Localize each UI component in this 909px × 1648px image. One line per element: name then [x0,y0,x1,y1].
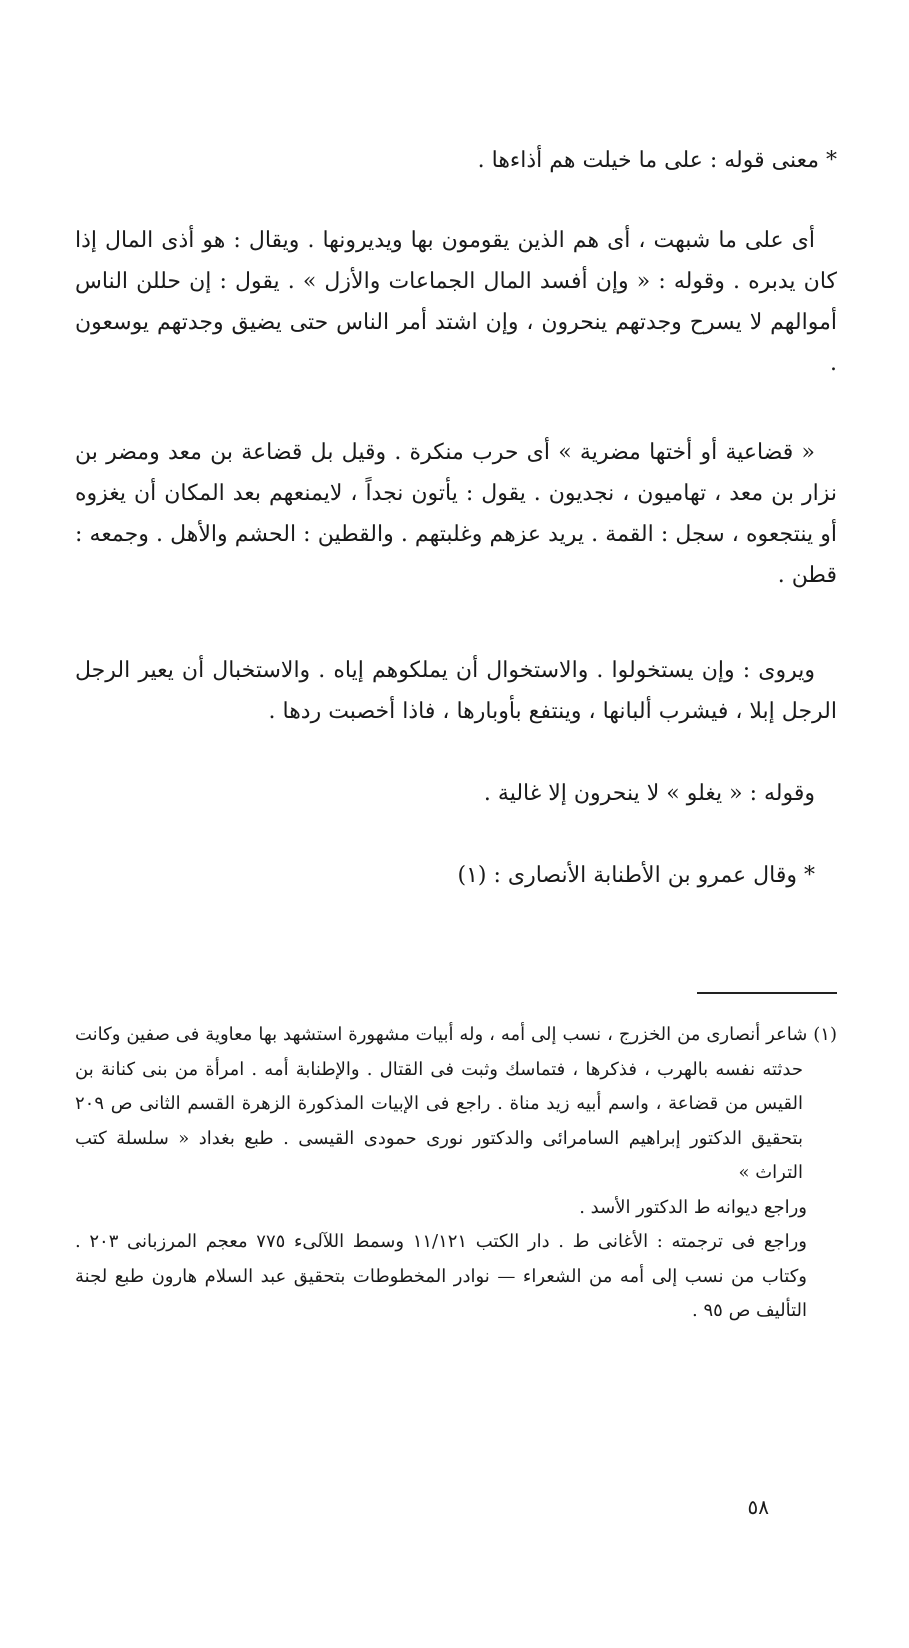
poet-heading [75,855,837,896]
commentary-paragraph-4 [75,773,837,814]
footnote-1: (١) شاعر أنصارى من الخزرج ، نسب إلى أمه ، وله أبيات مشهورة استشهد بها معاوية فى صفين وكانت حدثته نفسه بالهرب ، فذكرها ، فتماسك وثبت فى القتال . والإطنابة أمه . امرأة من بنى كنانة بن القيس من قضاعة ، واسم أبيه زيد مناة . راجع فى الإبيات المذكورة الزهرة القسم الثانى ص ٢٠٩ بتحقيق الدكتور إبراهيم السامرائى والدكتور نورى حمودى القيسى . طبع بغداد « سلسلة كتب التراث » [75,1024,837,1183]
footnotes [75,1018,837,1329]
page-number: ٥٨ [747,1495,769,1519]
footnote-1-reference-diwan: وراجع ديوانه ط الدكتور الأسد . [579,1196,807,1218]
paragraph-text: « قضاعية أو أختها مضرية » أى حرب منكرة . وقيل بل قضاعة بن معد ومضر بن نزار بن معد ، تهاميون ، نجديون . يقول : يأتون نجداً ، لايمنعهم بعد المكان أن يغزوه أو ينتجعوه ، سجل : القمة . يريد عزهم وغلبتهم . والقطين : الحشم والأهل . وجمعه : قطن . [75,440,837,588]
footnote-1-reference-biography: وراجع فى ترجمته : الأغانى ط . دار الكتب ١١/١٢١ وسمط اللآلىء ٧٧٥ معجم المرزبانى ٢٠٣ . وكتاب من نسب إلى أمه من الشعراء — نوادر المخطوطات بتحقيق عبد السلام هارون طبع لجنة التأليف ص ٩٥ . [75,1231,808,1321]
commentary-paragraph-1 [75,220,837,384]
paragraph-text: وقوله : « يغلو » لا ينحرون إلا غالية . [483,781,815,806]
commentary-paragraph-2 [75,432,837,596]
footnote-divider [697,992,837,994]
verse-heading [75,140,837,181]
heading-text: * معنى قوله : على ما خيلت هم أذاءها . [477,148,837,173]
paragraph-text: ويروى : وإن يستخولوا . والاستخوال أن يملكوهم إياه . والاستخبال أن يعير الرجل الرجل إبلا ، فيشرب ألبانها ، وينتفع بأوبارها ، فاذا أخصبت ردها . [75,658,837,724]
paragraph-text: أى على ما شبهت ، أى هم الذين يقومون بها ويديرونها . ويقال : هو أذى المال إذا كان يدبره . وقوله : « وإن أفسد المال الجماعات والأزل » . يقول : إن حللن الناس أموالهم لا يسرح وجدتهم ينحرون ، وإن اشتد أمر الناس حتى يضيق وجدتهم يوسعون . [75,228,837,376]
commentary-paragraph-3 [75,650,837,732]
paragraph-text: * وقال عمرو بن الأطنابة الأنصارى : (١) [457,863,815,888]
